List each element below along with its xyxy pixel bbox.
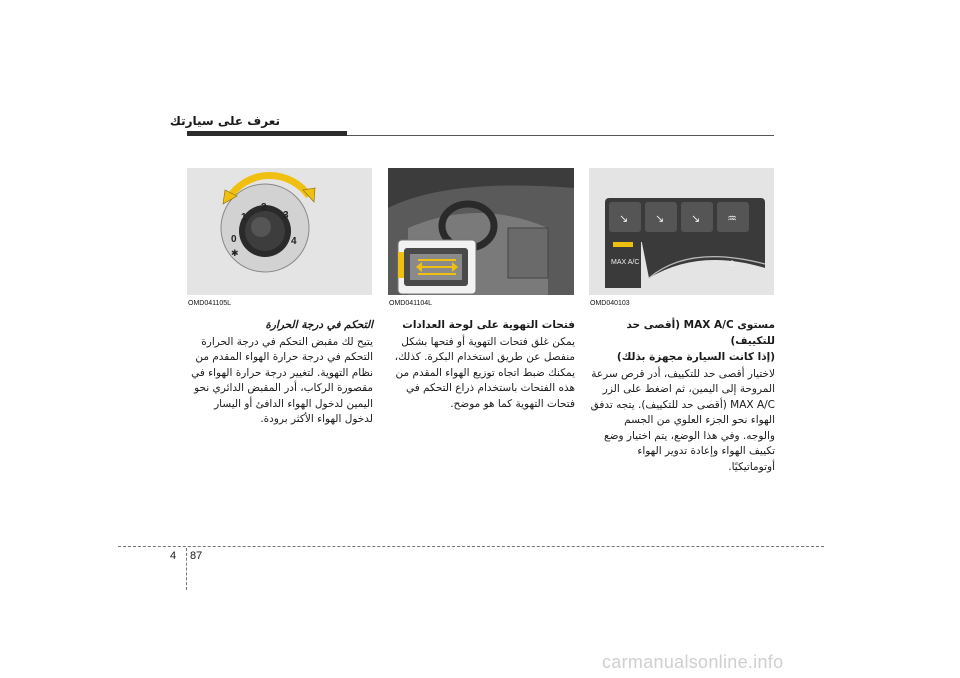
knob-label-4: 4 bbox=[291, 236, 297, 247]
chapter-number: 4 bbox=[170, 550, 177, 562]
image-code-vents: OMD041104L bbox=[389, 300, 433, 307]
section-vents-body: يمكن غلق فتحات التهوية أو فتحها بشكل منفصل عن طريق استخدام البكرة. كذلك، يمكنك ضبط اتجاه توزيع الهواء المقدم من هذه الفتحات باستخدام ذراع التحكم في فتحات التهوية كما هو موضح. bbox=[394, 335, 575, 410]
page-number: 87 bbox=[190, 550, 203, 562]
svg-text:✱: ✱ bbox=[231, 249, 239, 259]
section-max-ac bbox=[589, 318, 775, 475]
svg-text:↘: ↘ bbox=[691, 212, 701, 225]
header-accent-bar bbox=[187, 131, 347, 136]
footer-divider bbox=[186, 548, 187, 590]
section-vents-heading: فتحات التهوية على لوحة العدادات bbox=[402, 319, 575, 331]
watermark-text: carmanualsonline.info bbox=[602, 652, 784, 672]
svg-text:↘: ↘ bbox=[619, 212, 629, 225]
section-max-ac-subheading: (إذا كانت السيارة مجهزة بذلك) bbox=[616, 351, 775, 363]
max-ac-control-illustration bbox=[589, 168, 774, 295]
image-code-max-ac: OMD040103 bbox=[590, 300, 630, 307]
section-max-ac-body: لاختيار أقصى حد للتكييف، أدر قرص سرعة المروحة إلى اليمين، ثم اضغط على الزر MAX A/C (أقصى حد للتكييف). يتجه تدفق الهواء نحو الجزء العلوي من الجسم والوجه. وفي هذا الوضع، يتم اختيار وضع تكييف الهواء وإعادة تدوير الهواء أوتوماتيكيًا. bbox=[590, 367, 775, 473]
max-ac-control-image bbox=[589, 168, 774, 295]
temperature-knob-image bbox=[187, 168, 372, 295]
header-title: تعرف على سيارتك bbox=[169, 114, 280, 128]
knob-label-0: 0 bbox=[231, 234, 237, 245]
max-ac-button-label: MAX A/C bbox=[611, 259, 640, 266]
dashboard-vent-image bbox=[388, 168, 574, 295]
svg-text:⌂: ⌂ bbox=[729, 258, 736, 269]
section-temperature bbox=[187, 318, 373, 428]
section-max-ac-heading: مستوى MAX A/C (أقصى حد للتكييف) bbox=[626, 319, 775, 347]
image-code-temperature: OMD041105L bbox=[188, 300, 232, 307]
section-temperature-heading: التحكم في درجة الحرارة bbox=[265, 319, 373, 331]
knob-label-1: 1 bbox=[241, 212, 247, 223]
section-vents bbox=[388, 318, 575, 412]
svg-text:♒: ♒ bbox=[727, 212, 737, 225]
knob-label-2: 2 bbox=[261, 202, 267, 213]
dashboard-vent-illustration bbox=[388, 168, 574, 295]
footer-rule bbox=[118, 546, 824, 547]
section-temperature-body: يتيح لك مقبض التحكم في درجة الحرارة التحكم في درجة حرارة الهواء المقدم من نظام التهوية. لتغيير درجة حرارة الهواء في مقصورة الركاب، أدر المقبض الدائري نحو اليمين لدخول الهواء الدافئ أو اليسار لدخول الهواء الأكثر برودة. bbox=[191, 335, 373, 425]
svg-text:↘: ↘ bbox=[655, 212, 665, 225]
temperature-knob-illustration bbox=[187, 168, 372, 295]
knob-label-3: 3 bbox=[283, 210, 289, 221]
